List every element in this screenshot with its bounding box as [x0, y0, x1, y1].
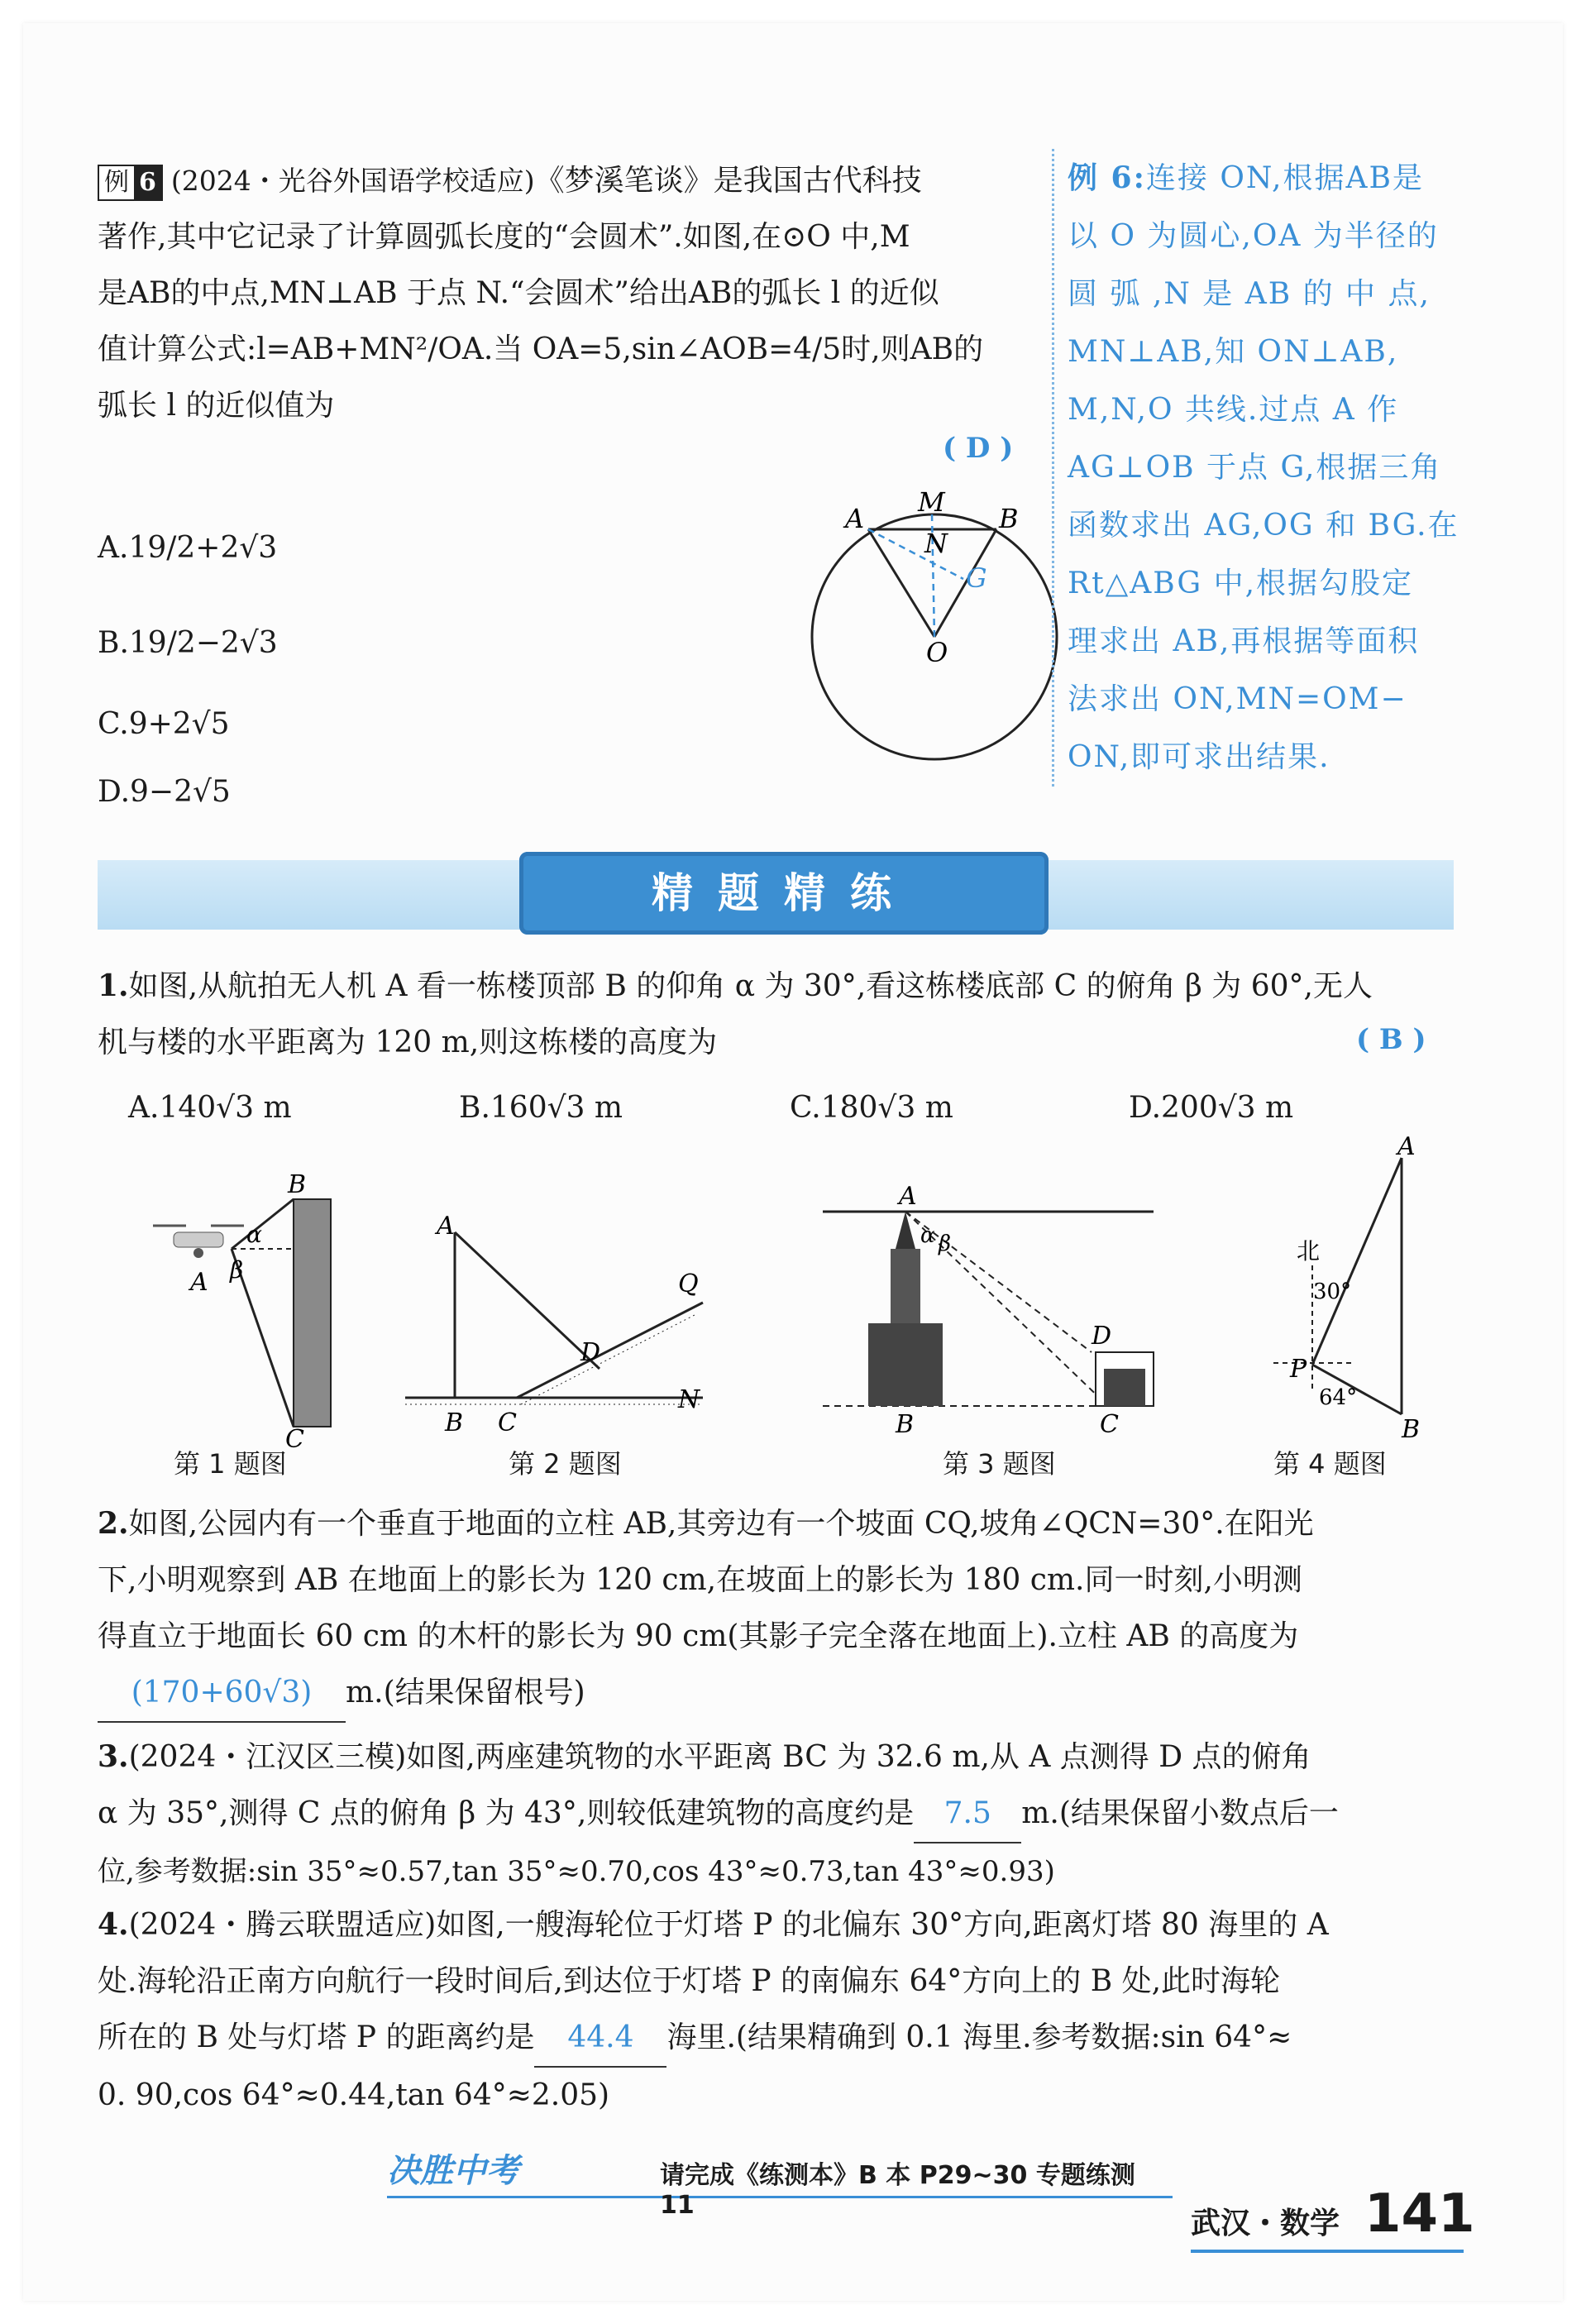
side-note: 例 6:连接 ON,根据AB是 以 O 为圆心,OA 为半径的 圆 弧 ,N 是 AB 的 中 点, MN⊥AB,知 ON⊥AB, M,N,O 共线.过点 A 作 AG⊥OB 于点 G,根据三角 函数求出 AG,OG 和 BG.在 Rt△ABG 中,根据勾股定 理求出 AB,再根据等面积 法求出 ON,MN=OM− ON,即可求出结果. — [1052, 149, 1481, 787]
option-d: D.9−2√5 — [98, 775, 231, 809]
example-line2: 著作,其中它记录了计算圆弧长度的“会圆术”.如图,在⊙O 中,M — [98, 220, 910, 254]
svg-text:β: β — [939, 1231, 952, 1256]
svg-text:B: B — [1402, 1415, 1421, 1444]
q3-answer: 7.5 — [914, 1786, 1021, 1843]
label-o: O — [926, 637, 948, 668]
svg-text:B: B — [445, 1408, 464, 1437]
svg-text:P: P — [1290, 1355, 1307, 1384]
svg-text:B: B — [288, 1170, 307, 1199]
option-a: A.19/2+2√3 — [98, 531, 278, 565]
question-4: 4.(2024・腾云联盟适应)如图,一艘海轮位于灯塔 P 的北偏东 30°方向,距离灯塔 80 海里的 A 处.海轮沿正南方向航行一段时间后,到达位于灯塔 P 的南偏东 64°方向上的 B 处,此时海轮 所在的 B 处与灯塔 P 的距离约是 44.4 海里.(结果精确到 0.1 海里.参考数据:sin 64°≈ 0. 90,cos 64°≈0.44,tan 64°≈2.05) — [98, 1907, 1329, 2112]
question-2: 2.如图,公园内有一个垂直于地面的立柱 AB,其旁边有一个坡面 CQ,坡角∠QCN=30°.在阳光 下,小明观察到 AB 在地面上的影长为 120 cm,在坡面上的影长为 180 cm.同一时刻,小明测 得直立于地面长 60 cm 的木杆的影长为 90 cm(其影子完全落在地面上).立柱 AB 的高度为 (170+60√3) m.(结果保留根号) — [98, 1495, 1454, 1723]
svg-text:C: C — [1100, 1410, 1119, 1439]
section-title: 精题精练 — [519, 852, 1049, 935]
side-note-title: 例 6: — [1068, 160, 1146, 195]
footer-text: 请完成《练测本》B 本 P29~30 专题练测 11 — [660, 2161, 1135, 2220]
svg-text:B: B — [896, 1410, 915, 1439]
example-line5: 弧长 l 的近似值为 — [98, 389, 335, 423]
svg-text:D: D — [580, 1338, 601, 1367]
example-answer: ( D ) — [943, 432, 1014, 465]
question-1: 1.如图,从航拍无人机 A 看一栋楼顶部 B 的仰角 α 为 30°,看这栋楼底部 C 的俯角 β 为 60°,无人 机与楼的水平距离为 120 m,则这栋楼的高度为 — [98, 968, 1373, 1059]
svg-text:α: α — [920, 1223, 935, 1248]
question-3: 3.(2024・江汉区三模)如图,两座建筑物的水平距离 BC 为 32.6 m,从 A 点测得 D 点的俯角 α 为 35°,测得 C 点的俯角 β 为 43°,则较低建筑物的高度约是 7.5 m.(结果保留小数点后一 位,参考数据:sin 35°≈0.57,tan 35°≈0.70,cos 43°≈0.73,tan 43°≈0.93) — [98, 1739, 1339, 1888]
svg-text:北: 北 — [1297, 1237, 1321, 1265]
q4-answer: 44.4 — [534, 2010, 666, 2068]
example-line3: 是AB的中点,MN⊥AB 于点 N.“会圆术”给出AB的弧长 l 的近似 — [98, 276, 939, 310]
q1-option-a: A.140√3 m — [128, 1091, 292, 1125]
svg-text:A: A — [437, 1212, 455, 1241]
svg-text:30°: 30° — [1313, 1279, 1352, 1304]
example-options — [98, 500, 278, 826]
svg-text:64°: 64° — [1319, 1385, 1358, 1410]
label-a: A — [845, 503, 865, 534]
figure-2 — [397, 1191, 728, 1439]
svg-text:C: C — [285, 1425, 304, 1454]
label-b: B — [999, 503, 1019, 534]
q1-option-b: B.160√3 m — [459, 1091, 623, 1125]
region-label: 武汉・数学 — [1191, 2207, 1340, 2240]
q1-option-c: C.180√3 m — [790, 1091, 953, 1125]
caption-1: 第 1 题图 — [174, 1448, 287, 1480]
svg-text:β: β — [230, 1256, 244, 1284]
figure-1 — [141, 1170, 389, 1454]
figure-4 — [1249, 1132, 1464, 1444]
label-m: M — [918, 486, 945, 518]
example-label: 例 6 — [98, 165, 163, 201]
footer-right — [1191, 2183, 1475, 2253]
brand-logo: 决胜中考 — [387, 2152, 519, 2190]
q2-answer: (170+60√3) — [98, 1665, 346, 1723]
caption-2: 第 2 题图 — [509, 1448, 622, 1480]
option-b: B.19/2−2√3 — [98, 626, 278, 660]
caption-3: 第 3 题图 — [943, 1448, 1056, 1480]
figure-3 — [814, 1174, 1178, 1439]
footer-bar — [387, 2138, 1173, 2220]
page-number: 141 — [1364, 2183, 1475, 2245]
example-source: (2024・光谷外国语学校适应) — [170, 165, 535, 197]
svg-text:A: A — [1397, 1132, 1416, 1161]
svg-text:C: C — [498, 1408, 517, 1437]
q1-option-d: D.200√3 m — [1129, 1091, 1294, 1125]
svg-text:α: α — [246, 1221, 262, 1248]
q1-answer: ( B ) — [1356, 1023, 1426, 1056]
circle-figure — [794, 480, 1058, 761]
example-6: 例 6 (2024・光谷外国语学校适应)《梦溪笔谈》是我国古代科技 著作,其中它记录了计算圆弧长度的“会圆术”.如图,在⊙O 中,M 是AB的中点,MN⊥AB 于点 N.“会圆术”给出AB的弧长 l 的近似 值计算公式:l=AB+MN²/OA.当 OA=5,sin∠AOB=4/5时,则AB的 弧长 l 的近似值为 — [98, 164, 984, 423]
svg-text:A: A — [899, 1182, 917, 1211]
option-c: C.9+2√5 — [98, 707, 230, 741]
svg-text:Q: Q — [678, 1270, 699, 1298]
example-line4: 值计算公式:l=AB+MN²/OA.当 OA=5,sin∠AOB=4/5时,则AB的 — [98, 332, 984, 366]
label-g: G — [966, 562, 987, 594]
svg-text:D: D — [1092, 1322, 1112, 1351]
svg-text:N: N — [678, 1385, 700, 1414]
label-n: N — [924, 528, 948, 559]
building — [294, 1199, 331, 1427]
caption-4: 第 4 题图 — [1273, 1448, 1387, 1480]
drone-icon — [153, 1226, 244, 1258]
svg-text:A: A — [190, 1268, 208, 1297]
